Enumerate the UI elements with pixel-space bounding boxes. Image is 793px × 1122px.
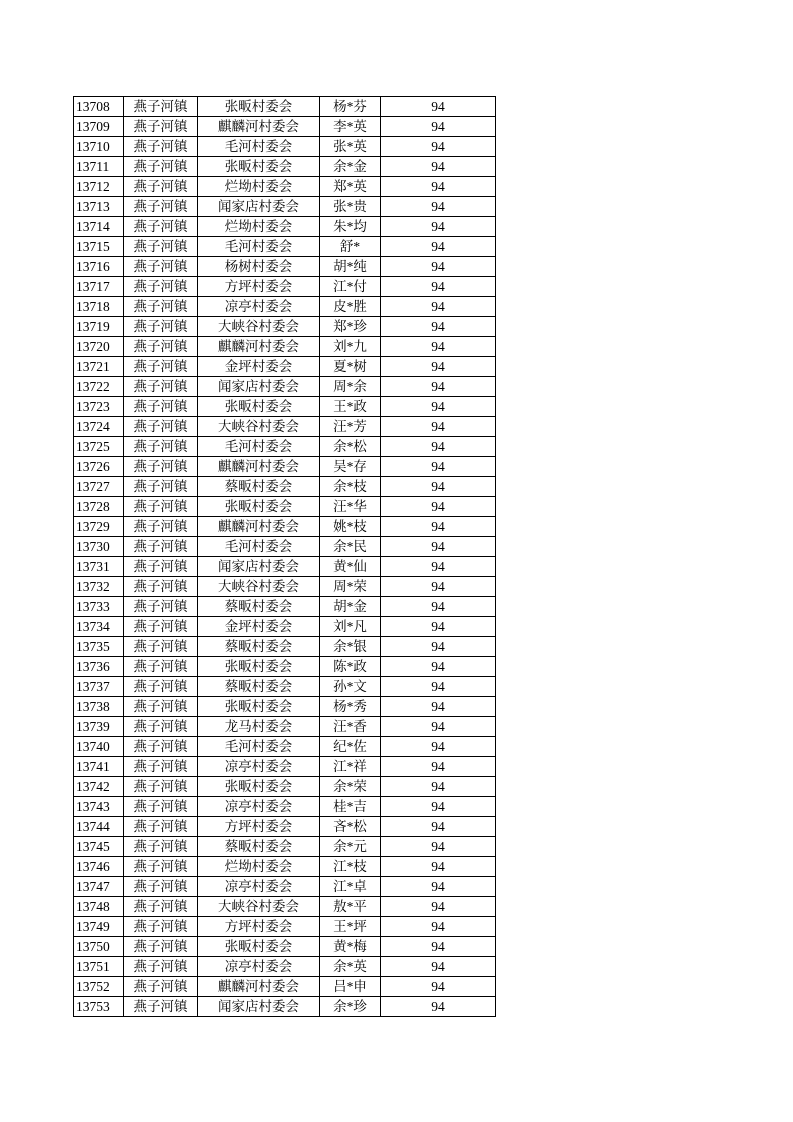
table-row	[74, 817, 496, 837]
cell-score: 94	[381, 777, 496, 797]
cell-town: 燕子河镇	[124, 157, 198, 177]
cell-town: 燕子河镇	[124, 317, 198, 337]
cell-village: 烂坳村委会	[198, 177, 320, 197]
table-row	[74, 917, 496, 937]
cell-score: 94	[381, 437, 496, 457]
table-row	[74, 437, 496, 457]
cell-id: 13712	[74, 177, 124, 197]
cell-name: 敖*平	[320, 897, 381, 917]
cell-name: 舒*	[320, 237, 381, 257]
table-row	[74, 317, 496, 337]
cell-village: 大峡谷村委会	[198, 897, 320, 917]
cell-town: 燕子河镇	[124, 537, 198, 557]
cell-village: 凉亭村委会	[198, 957, 320, 977]
cell-score: 94	[381, 397, 496, 417]
cell-village: 张畈村委会	[198, 397, 320, 417]
cell-village: 麒麟河村委会	[198, 517, 320, 537]
cell-id: 13742	[74, 777, 124, 797]
cell-score: 94	[381, 897, 496, 917]
cell-village: 方坪村委会	[198, 817, 320, 837]
cell-village: 毛河村委会	[198, 237, 320, 257]
cell-name: 余*荣	[320, 777, 381, 797]
table-row	[74, 677, 496, 697]
cell-village: 烂坳村委会	[198, 217, 320, 237]
cell-name: 黄*梅	[320, 937, 381, 957]
cell-id: 13737	[74, 677, 124, 697]
cell-id: 13733	[74, 597, 124, 617]
cell-name: 余*元	[320, 837, 381, 857]
table-row	[74, 577, 496, 597]
cell-town: 燕子河镇	[124, 457, 198, 477]
cell-id: 13753	[74, 997, 124, 1017]
cell-name: 江*卓	[320, 877, 381, 897]
cell-score: 94	[381, 497, 496, 517]
cell-score: 94	[381, 237, 496, 257]
cell-id: 13713	[74, 197, 124, 217]
cell-village: 张畈村委会	[198, 497, 320, 517]
cell-name: 黄*仙	[320, 557, 381, 577]
table-row	[74, 617, 496, 637]
cell-village: 龙马村委会	[198, 717, 320, 737]
cell-score: 94	[381, 717, 496, 737]
cell-id: 13716	[74, 257, 124, 277]
cell-village: 张畈村委会	[198, 697, 320, 717]
cell-score: 94	[381, 877, 496, 897]
cell-village: 麒麟河村委会	[198, 337, 320, 357]
table-row	[74, 257, 496, 277]
cell-score: 94	[381, 797, 496, 817]
table-row	[74, 977, 496, 997]
cell-village: 金坪村委会	[198, 357, 320, 377]
cell-town: 燕子河镇	[124, 957, 198, 977]
cell-town: 燕子河镇	[124, 617, 198, 637]
cell-name: 姚*枝	[320, 517, 381, 537]
table-row	[74, 877, 496, 897]
table-row	[74, 897, 496, 917]
cell-name: 吴*存	[320, 457, 381, 477]
table-row	[74, 97, 496, 117]
table-row	[74, 737, 496, 757]
cell-score: 94	[381, 417, 496, 437]
cell-score: 94	[381, 277, 496, 297]
cell-village: 麒麟河村委会	[198, 117, 320, 137]
table-row	[74, 137, 496, 157]
cell-score: 94	[381, 837, 496, 857]
cell-town: 燕子河镇	[124, 877, 198, 897]
cell-score: 94	[381, 737, 496, 757]
table-row	[74, 757, 496, 777]
cell-town: 燕子河镇	[124, 677, 198, 697]
cell-score: 94	[381, 637, 496, 657]
cell-town: 燕子河镇	[124, 137, 198, 157]
cell-village: 烂坳村委会	[198, 857, 320, 877]
cell-id: 13735	[74, 637, 124, 657]
cell-name: 郑*英	[320, 177, 381, 197]
cell-town: 燕子河镇	[124, 917, 198, 937]
table-row	[74, 217, 496, 237]
cell-name: 胡*纯	[320, 257, 381, 277]
cell-id: 13711	[74, 157, 124, 177]
cell-village: 张畈村委会	[198, 657, 320, 677]
cell-village: 大峡谷村委会	[198, 417, 320, 437]
cell-town: 燕子河镇	[124, 117, 198, 137]
cell-score: 94	[381, 657, 496, 677]
cell-name: 余*银	[320, 637, 381, 657]
cell-name: 桂*吉	[320, 797, 381, 817]
cell-town: 燕子河镇	[124, 217, 198, 237]
cell-name: 杨*秀	[320, 697, 381, 717]
cell-name: 吕*申	[320, 977, 381, 997]
cell-score: 94	[381, 357, 496, 377]
cell-town: 燕子河镇	[124, 977, 198, 997]
cell-town: 燕子河镇	[124, 597, 198, 617]
cell-id: 13724	[74, 417, 124, 437]
table-row	[74, 697, 496, 717]
cell-village: 毛河村委会	[198, 537, 320, 557]
cell-id: 13738	[74, 697, 124, 717]
cell-town: 燕子河镇	[124, 857, 198, 877]
cell-score: 94	[381, 117, 496, 137]
cell-town: 燕子河镇	[124, 257, 198, 277]
cell-name: 余*金	[320, 157, 381, 177]
cell-id: 13723	[74, 397, 124, 417]
cell-score: 94	[381, 317, 496, 337]
cell-score: 94	[381, 257, 496, 277]
table-row	[74, 937, 496, 957]
cell-id: 13717	[74, 277, 124, 297]
cell-name: 刘*九	[320, 337, 381, 357]
cell-village: 蔡畈村委会	[198, 597, 320, 617]
table-row	[74, 177, 496, 197]
cell-name: 张*英	[320, 137, 381, 157]
cell-name: 周*余	[320, 377, 381, 397]
cell-village: 蔡畈村委会	[198, 477, 320, 497]
cell-id: 13721	[74, 357, 124, 377]
cell-name: 余*松	[320, 437, 381, 457]
cell-id: 13749	[74, 917, 124, 937]
cell-name: 夏*树	[320, 357, 381, 377]
cell-score: 94	[381, 157, 496, 177]
cell-name: 余*英	[320, 957, 381, 977]
cell-id: 13734	[74, 617, 124, 637]
cell-village: 张畈村委会	[198, 777, 320, 797]
table-row	[74, 777, 496, 797]
cell-town: 燕子河镇	[124, 757, 198, 777]
cell-village: 张畈村委会	[198, 937, 320, 957]
cell-score: 94	[381, 217, 496, 237]
cell-town: 燕子河镇	[124, 177, 198, 197]
table-row	[74, 277, 496, 297]
cell-village: 大峡谷村委会	[198, 317, 320, 337]
cell-score: 94	[381, 817, 496, 837]
cell-id: 13730	[74, 537, 124, 557]
table-row	[74, 717, 496, 737]
table-row	[74, 837, 496, 857]
table-row	[74, 237, 496, 257]
cell-town: 燕子河镇	[124, 657, 198, 677]
cell-town: 燕子河镇	[124, 437, 198, 457]
cell-village: 蔡畈村委会	[198, 637, 320, 657]
cell-id: 13718	[74, 297, 124, 317]
cell-town: 燕子河镇	[124, 337, 198, 357]
table-row	[74, 397, 496, 417]
cell-town: 燕子河镇	[124, 937, 198, 957]
table-row	[74, 117, 496, 137]
table-row	[74, 377, 496, 397]
cell-village: 凉亭村委会	[198, 757, 320, 777]
cell-town: 燕子河镇	[124, 277, 198, 297]
cell-score: 94	[381, 697, 496, 717]
cell-score: 94	[381, 937, 496, 957]
table-body	[74, 97, 496, 1017]
cell-name: 王*坪	[320, 917, 381, 937]
cell-id: 13741	[74, 757, 124, 777]
cell-name: 杨*芬	[320, 97, 381, 117]
cell-id: 13751	[74, 957, 124, 977]
cell-town: 燕子河镇	[124, 197, 198, 217]
cell-village: 金坪村委会	[198, 617, 320, 637]
cell-id: 13736	[74, 657, 124, 677]
cell-id: 13710	[74, 137, 124, 157]
cell-town: 燕子河镇	[124, 377, 198, 397]
cell-name: 周*荣	[320, 577, 381, 597]
table-row	[74, 457, 496, 477]
cell-name: 纪*佐	[320, 737, 381, 757]
cell-score: 94	[381, 537, 496, 557]
cell-score: 94	[381, 617, 496, 637]
cell-id: 13709	[74, 117, 124, 137]
cell-name: 汪*芳	[320, 417, 381, 437]
cell-village: 蔡畈村委会	[198, 837, 320, 857]
cell-village: 麒麟河村委会	[198, 977, 320, 997]
cell-town: 燕子河镇	[124, 417, 198, 437]
cell-town: 燕子河镇	[124, 777, 198, 797]
cell-town: 燕子河镇	[124, 497, 198, 517]
cell-village: 凉亭村委会	[198, 297, 320, 317]
cell-score: 94	[381, 677, 496, 697]
cell-score: 94	[381, 997, 496, 1017]
cell-name: 江*付	[320, 277, 381, 297]
cell-score: 94	[381, 197, 496, 217]
cell-name: 皮*胜	[320, 297, 381, 317]
cell-id: 13728	[74, 497, 124, 517]
cell-town: 燕子河镇	[124, 557, 198, 577]
cell-id: 13715	[74, 237, 124, 257]
cell-town: 燕子河镇	[124, 997, 198, 1017]
cell-name: 余*枝	[320, 477, 381, 497]
cell-village: 凉亭村委会	[198, 877, 320, 897]
cell-village: 蔡畈村委会	[198, 677, 320, 697]
cell-name: 汪*香	[320, 717, 381, 737]
cell-name: 郑*珍	[320, 317, 381, 337]
cell-town: 燕子河镇	[124, 797, 198, 817]
cell-village: 张畈村委会	[198, 97, 320, 117]
cell-score: 94	[381, 957, 496, 977]
cell-id: 13740	[74, 737, 124, 757]
cell-score: 94	[381, 477, 496, 497]
cell-town: 燕子河镇	[124, 837, 198, 857]
cell-town: 燕子河镇	[124, 577, 198, 597]
cell-id: 13719	[74, 317, 124, 337]
cell-id: 13743	[74, 797, 124, 817]
cell-score: 94	[381, 517, 496, 537]
cell-name: 余*民	[320, 537, 381, 557]
cell-village: 闻家店村委会	[198, 997, 320, 1017]
cell-id: 13727	[74, 477, 124, 497]
cell-score: 94	[381, 557, 496, 577]
table-row	[74, 957, 496, 977]
table-row	[74, 637, 496, 657]
cell-score: 94	[381, 857, 496, 877]
table-row	[74, 797, 496, 817]
cell-id: 13748	[74, 897, 124, 917]
cell-village: 张畈村委会	[198, 157, 320, 177]
cell-name: 吝*松	[320, 817, 381, 837]
table-row	[74, 657, 496, 677]
table-row	[74, 537, 496, 557]
cell-name: 李*英	[320, 117, 381, 137]
cell-town: 燕子河镇	[124, 717, 198, 737]
cell-town: 燕子河镇	[124, 697, 198, 717]
cell-village: 闻家店村委会	[198, 197, 320, 217]
cell-village: 方坪村委会	[198, 917, 320, 937]
cell-id: 13739	[74, 717, 124, 737]
cell-id: 13725	[74, 437, 124, 457]
cell-name: 汪*华	[320, 497, 381, 517]
cell-town: 燕子河镇	[124, 637, 198, 657]
table-row	[74, 477, 496, 497]
cell-id: 13752	[74, 977, 124, 997]
cell-name: 王*政	[320, 397, 381, 417]
cell-village: 凉亭村委会	[198, 797, 320, 817]
cell-village: 毛河村委会	[198, 737, 320, 757]
cell-village: 毛河村委会	[198, 437, 320, 457]
table-row	[74, 517, 496, 537]
cell-id: 13745	[74, 837, 124, 857]
cell-town: 燕子河镇	[124, 817, 198, 837]
cell-score: 94	[381, 917, 496, 937]
cell-name: 孙*文	[320, 677, 381, 697]
table-row	[74, 497, 496, 517]
cell-score: 94	[381, 457, 496, 477]
table-row	[74, 597, 496, 617]
cell-score: 94	[381, 597, 496, 617]
cell-village: 大峡谷村委会	[198, 577, 320, 597]
table-row	[74, 337, 496, 357]
cell-name: 胡*金	[320, 597, 381, 617]
table-row	[74, 997, 496, 1017]
cell-town: 燕子河镇	[124, 97, 198, 117]
cell-town: 燕子河镇	[124, 737, 198, 757]
cell-village: 杨树村委会	[198, 257, 320, 277]
cell-id: 13708	[74, 97, 124, 117]
cell-name: 陈*政	[320, 657, 381, 677]
cell-score: 94	[381, 577, 496, 597]
cell-score: 94	[381, 297, 496, 317]
cell-id: 13750	[74, 937, 124, 957]
cell-id: 13731	[74, 557, 124, 577]
cell-id: 13744	[74, 817, 124, 837]
table-row	[74, 197, 496, 217]
cell-score: 94	[381, 337, 496, 357]
cell-town: 燕子河镇	[124, 517, 198, 537]
cell-id: 13722	[74, 377, 124, 397]
cell-name: 刘*凡	[320, 617, 381, 637]
cell-id: 13714	[74, 217, 124, 237]
cell-name: 江*枝	[320, 857, 381, 877]
cell-name: 余*珍	[320, 997, 381, 1017]
cell-id: 13729	[74, 517, 124, 537]
cell-town: 燕子河镇	[124, 357, 198, 377]
table-row	[74, 357, 496, 377]
cell-village: 毛河村委会	[198, 137, 320, 157]
cell-score: 94	[381, 377, 496, 397]
cell-score: 94	[381, 757, 496, 777]
cell-id: 13746	[74, 857, 124, 877]
cell-town: 燕子河镇	[124, 297, 198, 317]
cell-id: 13747	[74, 877, 124, 897]
cell-village: 闻家店村委会	[198, 557, 320, 577]
cell-id: 13720	[74, 337, 124, 357]
cell-score: 94	[381, 977, 496, 997]
cell-name: 朱*均	[320, 217, 381, 237]
table-row	[74, 557, 496, 577]
table-row	[74, 297, 496, 317]
cell-town: 燕子河镇	[124, 897, 198, 917]
cell-village: 麒麟河村委会	[198, 457, 320, 477]
cell-village: 方坪村委会	[198, 277, 320, 297]
cell-id: 13726	[74, 457, 124, 477]
table-row	[74, 857, 496, 877]
cell-score: 94	[381, 137, 496, 157]
table-row	[74, 417, 496, 437]
cell-town: 燕子河镇	[124, 397, 198, 417]
cell-town: 燕子河镇	[124, 477, 198, 497]
cell-id: 13732	[74, 577, 124, 597]
cell-name: 江*祥	[320, 757, 381, 777]
cell-village: 闻家店村委会	[198, 377, 320, 397]
table-row	[74, 157, 496, 177]
cell-score: 94	[381, 97, 496, 117]
cell-score: 94	[381, 177, 496, 197]
data-table	[73, 96, 496, 1017]
cell-town: 燕子河镇	[124, 237, 198, 257]
cell-name: 张*贵	[320, 197, 381, 217]
